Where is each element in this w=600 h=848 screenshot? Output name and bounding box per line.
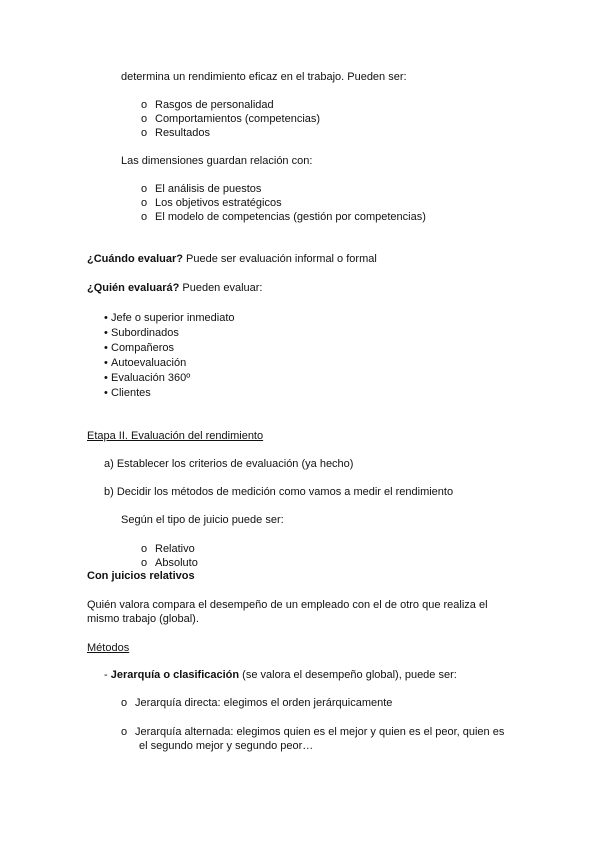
circle-bullet-icon: o bbox=[141, 543, 148, 555]
list-item: o El análisis de puestos bbox=[141, 183, 262, 195]
subsection-heading: Con juicios relativos bbox=[87, 570, 195, 582]
list-item: o Resultados bbox=[141, 127, 211, 139]
list-item: o Comportamientos (competencias) bbox=[141, 113, 321, 125]
list-item: • Autoevaluación bbox=[104, 357, 187, 369]
list-item: o Jerarquía alternada: elegimos quien es el mejor y quien es el peor, quien es bbox=[121, 726, 505, 738]
paragraph-line: Quién valora compara el desempeño de un empleado con el de otro que realiza el bbox=[87, 599, 488, 611]
circle-bullet-icon: o bbox=[141, 557, 148, 569]
dot-bullet-icon: • bbox=[104, 372, 108, 384]
circle-bullet-icon: o bbox=[141, 197, 148, 209]
list-item: • Clientes bbox=[104, 387, 151, 399]
dot-bullet-icon: • bbox=[104, 312, 108, 324]
circle-bullet-icon: o bbox=[141, 183, 148, 195]
dot-bullet-icon: • bbox=[104, 342, 108, 354]
list-item: o Rasgos de personalidad bbox=[141, 99, 274, 111]
list-item: • Subordinados bbox=[104, 327, 179, 339]
list-item: • Compañeros bbox=[104, 342, 174, 354]
list-item: o Relativo bbox=[141, 543, 195, 555]
list-item-continuation: el segundo mejor y segundo peor… bbox=[139, 740, 314, 752]
dimensions-intro: Las dimensiones guardan relación con: bbox=[121, 155, 313, 167]
dot-bullet-icon: • bbox=[104, 387, 108, 399]
dot-bullet-icon: • bbox=[104, 327, 108, 339]
list-item: o Absoluto bbox=[141, 557, 198, 569]
circle-bullet-icon: o bbox=[121, 697, 128, 709]
section-heading: Etapa II. Evaluación del rendimiento bbox=[87, 430, 264, 442]
intro-text: determina un rendimiento eficaz en el trabajo. Pueden ser: bbox=[121, 71, 407, 83]
methods-heading: Métodos bbox=[87, 642, 130, 654]
circle-bullet-icon: o bbox=[121, 726, 128, 738]
step-b: b) Decidir los métodos de medición como vamos a medir el rendimiento bbox=[104, 486, 454, 498]
dot-bullet-icon: • bbox=[104, 357, 108, 369]
circle-bullet-icon: o bbox=[141, 113, 148, 125]
circle-bullet-icon: o bbox=[141, 211, 148, 223]
list-item: o Los objetivos estratégicos bbox=[141, 197, 282, 209]
paragraph-line: mismo trabajo (global). bbox=[87, 613, 199, 625]
list-item: • Evaluación 360º bbox=[104, 372, 191, 384]
step-a: a) Establecer los criterios de evaluación (ya hecho) bbox=[104, 458, 354, 470]
list-item: o El modelo de competencias (gestión por competencias) bbox=[141, 211, 426, 223]
when-question: ¿Cuándo evaluar? Puede ser evaluación informal o formal bbox=[87, 253, 377, 265]
who-question: ¿Quién evaluará? Pueden evaluar: bbox=[87, 282, 263, 294]
judgement-intro: Según el tipo de juicio puede ser: bbox=[121, 514, 284, 526]
circle-bullet-icon: o bbox=[141, 127, 148, 139]
ranking-item: - Jerarquía o clasificación (se valora el desempeño global), puede ser: bbox=[104, 669, 457, 681]
list-item: o Jerarquía directa: elegimos el orden jerárquicamente bbox=[121, 697, 393, 709]
list-item: • Jefe o superior inmediato bbox=[104, 312, 235, 324]
circle-bullet-icon: o bbox=[141, 99, 148, 111]
